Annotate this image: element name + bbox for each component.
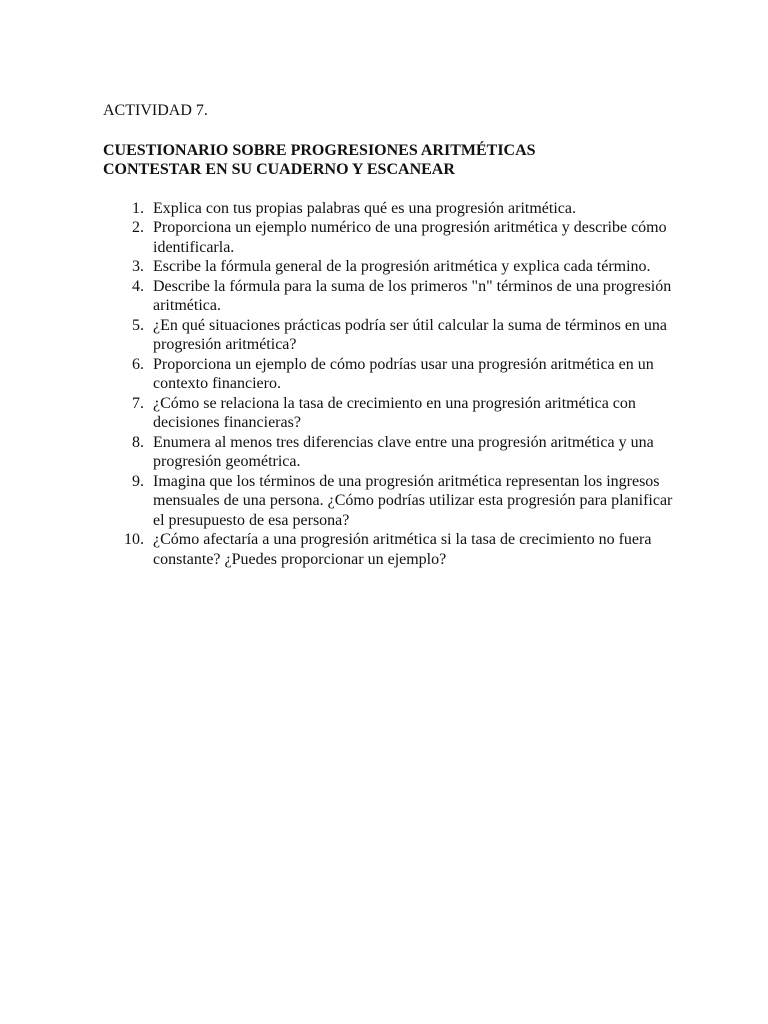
question-text: Explica con tus propias palabras qué es una progresión aritmética.: [153, 199, 576, 217]
question-text: Enumera al menos tres diferencias clave entre una progresión aritmética y una progresión geométrica.: [153, 433, 654, 470]
question-number: 1.: [132, 199, 144, 217]
question-item: [103, 316, 683, 355]
question-text: ¿Cómo se relaciona la tasa de crecimiento en una progresión aritmética con decisiones financieras?: [153, 394, 636, 431]
activity-title: ACTIVIDAD 7.: [103, 102, 208, 119]
question-item: [103, 257, 683, 277]
question-item: [103, 199, 683, 219]
heading-line-2: CONTESTAR EN SU CUADERNO Y ESCANEAR: [103, 161, 455, 178]
heading-line-1: CUESTIONARIO SOBRE PROGRESIONES ARITMÉTICAS: [103, 141, 536, 159]
document-page: [103, 101, 683, 569]
question-text: Proporciona un ejemplo de cómo podrías usar una progresión aritmética en un contexto financiero.: [153, 355, 654, 392]
question-list: [103, 199, 683, 570]
question-number: 5.: [132, 316, 144, 334]
question-number: 2.: [132, 219, 144, 236]
question-text: Proporciona un ejemplo numérico de una progresión aritmética y describe cómo identificarla.: [153, 219, 667, 256]
question-item: [103, 433, 683, 472]
question-number: 10.: [124, 531, 144, 548]
question-number: 6.: [132, 355, 144, 373]
question-text: Imagina que los términos de una progresión aritmética representan los ingresos mensuales de una persona. ¿Cómo podrías utilizar esta progresión para planificar el presupuesto de esa persona?: [153, 472, 673, 529]
question-number: 4.: [132, 277, 144, 295]
question-text: ¿En qué situaciones prácticas podría ser útil calcular la suma de términos en una progresión aritmética?: [153, 316, 668, 353]
question-number: 3.: [132, 258, 144, 275]
question-item: [103, 530, 683, 569]
question-text: Escribe la fórmula general de la progresión aritmética y explica cada término.: [153, 258, 651, 275]
question-number: 9.: [132, 472, 144, 490]
question-number: 8.: [132, 433, 144, 451]
question-number: 7.: [132, 394, 144, 412]
question-item: [103, 277, 683, 316]
question-item: [103, 355, 683, 394]
question-item: [103, 218, 683, 257]
questionnaire-heading: [103, 141, 683, 180]
question-text: Describe la fórmula para la suma de los primeros "n" términos de una progresión aritmética.: [153, 277, 672, 314]
question-item: [103, 472, 683, 531]
question-text: ¿Cómo afectaría a una progresión aritmética si la tasa de crecimiento no fuera constante? ¿Puedes proporcionar un ejemplo?: [153, 531, 652, 568]
question-item: [103, 394, 683, 433]
